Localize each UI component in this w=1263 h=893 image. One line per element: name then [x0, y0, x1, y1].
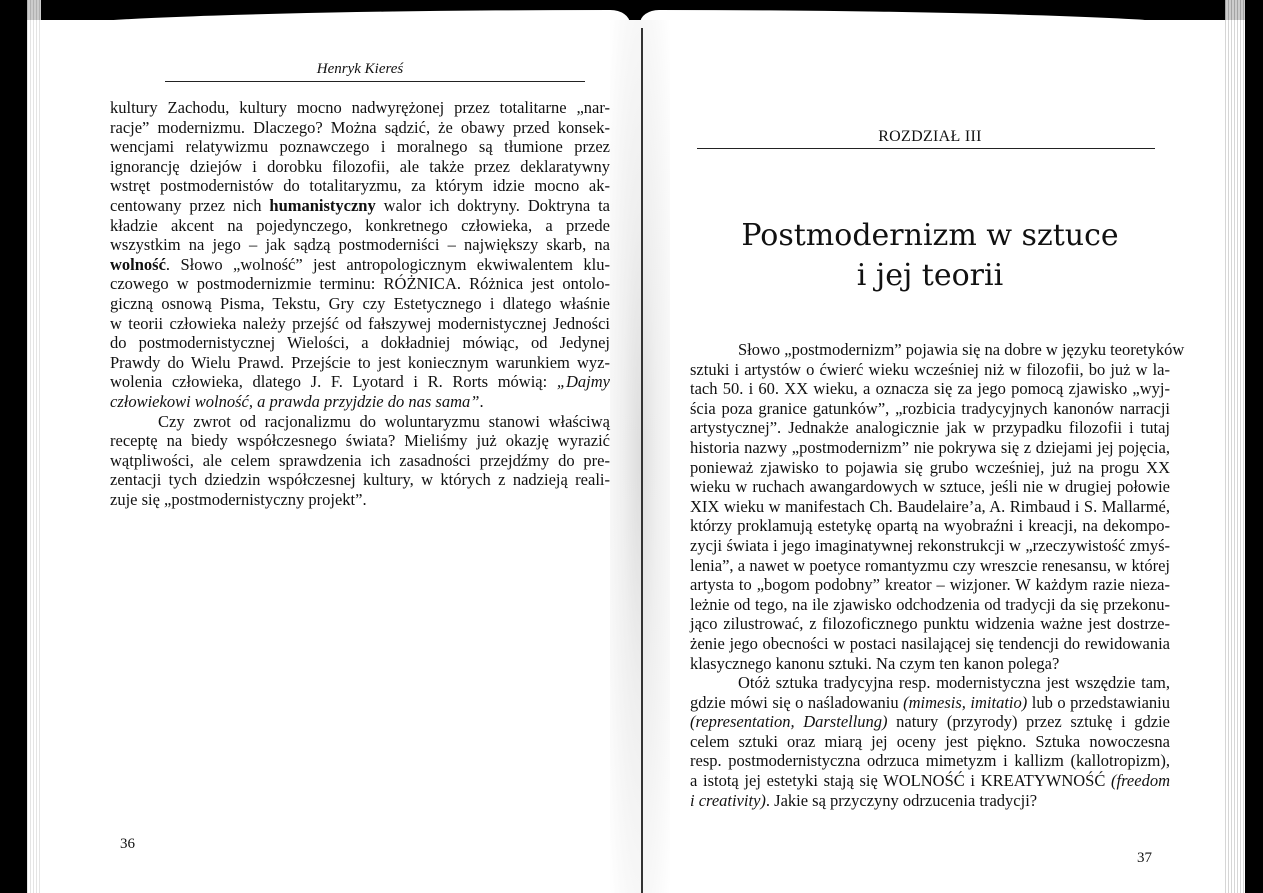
page-number-left: 36 [120, 836, 135, 852]
text-line: leżnie od tego, na ile zjawisko odchodzenia od tradycji da się przekonu- [690, 594, 1170, 614]
text-line [110, 196, 610, 216]
text-line: wszystkim na jego – jak sądzą postmoderniści – największy skarb, na [110, 235, 610, 255]
chapter-label: ROZDZIAŁ III [878, 128, 982, 145]
text-line: racje” modernizmu. Dlaczego? Można sądzić, że obawy przed konsek- [110, 117, 610, 137]
text-run: gdzie mówi się o naśladowaniu [690, 692, 904, 712]
text-line: celem sztuki oraz miarą jej oceny jest piękno. Sztuka nowoczesna [690, 731, 1170, 751]
text-run: . Jakie są przyczyny odrzucenia tradycji? [765, 790, 1038, 810]
text-line: giczną osnową Pisma, Tekstu, Gry czy Estetycznego i dlatego właśnie [110, 293, 610, 313]
right-page [690, 100, 1185, 810]
running-head: Henryk Kiereś [316, 61, 404, 77]
text-line: wątpliwości, ale celem sprawdzenia ich zasadności przejdźmy do pre- [110, 450, 610, 470]
text-line: wencjami relatywizmu poznawczego i moralnego są tłumione przez [110, 137, 610, 157]
text-run: . Słowo „wolność” jest antropologicznym ekwiwalentem klu- [165, 254, 610, 274]
left-page [110, 60, 610, 509]
text-line: artysta to „bogom podobny” kreator – wizjoner. W każdym razie nieza- [690, 575, 1170, 595]
text-run: natury (przyrody) przez sztukę i gdzie [887, 712, 1170, 732]
text-line: artystycznej”. Jednakże analogicznie jak w przypadku filozofii i tutaj [690, 418, 1170, 438]
text-line: sztuki i artystów o ćwierć wieku wcześniej niż w filozofii, bo już w la- [690, 359, 1170, 379]
chapter-rule [697, 148, 1155, 149]
text-run: wolenia człowieka, dlatego J. F. Lyotard i R. Rorts mówią: [110, 372, 557, 392]
text-line: Otóż sztuka tradycyjna resp. modernistyczna jest wszędzie tam, [738, 673, 1170, 693]
italic-run: (representation, Darstellung) [690, 712, 888, 732]
text-line: XIX wieku w manifestach Ch. Baudelaire’a, A. Rimbaud i S. Mallarmé, [690, 496, 1170, 516]
text-line: czowego w postmodernizmie terminu: RÓŻNICA. Różnica jest ontolo- [110, 274, 610, 294]
text-line: historia nazwy „postmodernizm” nie pokrywa się z dziejami jej pojęcia, [690, 437, 1170, 457]
text-line: zuje się „postmodernistyczny projekt”. [110, 489, 367, 509]
running-head-rule [165, 81, 585, 82]
page-number-right: 37 [1137, 850, 1152, 866]
scan-left-edge [0, 0, 27, 893]
text-line: ponieważ zjawisko to pojawia się grubo wcześniej, już na progu XX [690, 457, 1170, 477]
text-line: ścia poza granice gatunków”, „rozbicia tradycyjnych kanonów narracji [690, 398, 1170, 418]
chapter-title-line-2: i jej teorii [856, 258, 1004, 293]
left-page-body [110, 98, 610, 509]
book-gutter-shadow [610, 20, 670, 893]
text-line [690, 712, 1170, 732]
text-line: wieku w ruchach awangardowych w sztuce, jeśli nie w drugiej połowie [690, 477, 1170, 497]
right-page-edge-shadow [1225, 0, 1245, 893]
right-page-body [690, 340, 1185, 810]
text-line: jąco zilustrować, z filozoficznego punktu widzenia ważne jest dostrze- [690, 614, 1170, 634]
text-line: w teorii człowieka należy przejść od fałszywej modernistycznej Jedności [110, 313, 610, 333]
text-line: żenie jego obecności w postaci nasilającej się tendencji do rewidowania [690, 633, 1170, 653]
italic-run: „Dajmy [556, 372, 610, 392]
text-run: a istotą jej estetyki stają się WOLNOŚĆ i KREATYWNOŚĆ [690, 771, 1112, 791]
text-line: Prawdy do Wielu Prawd. Przejście to jest koniecznym warunkiem wyz- [110, 352, 610, 372]
italic-run: człowiekowi wolność, a prawda przyjdzie do nas sama” [110, 391, 480, 411]
text-line: receptę na biedy współczesnego świata? Mieliśmy już okazję wyrazić [110, 431, 610, 451]
bold-term: wolność [110, 254, 166, 274]
text-line [110, 392, 610, 412]
chapter-title [690, 216, 1170, 296]
text-line [690, 791, 1170, 811]
text-run: . [479, 391, 484, 411]
chapter-title-line-1: Postmodernizm w sztuce [741, 218, 1119, 253]
text-line: tach 50. i 60. XX wieku, a oznacza się za jego pomocą zjawisko „wyj- [690, 379, 1170, 399]
text-line: kultury Zachodu, kultury mocno nadwyrężonej przez totalitarne „nar- [110, 98, 610, 117]
text-line: kładzie akcent na pojedynczego, konkretnego człowieka, a przede [110, 215, 610, 235]
text-line: lenia”, a nawet w poetyce romantyzmu czy wreszcie renesansu, w której [690, 555, 1170, 575]
text-line: zycji świata i jego imaginatywnej rekonstrukcji w „rzeczywistość zmyś- [690, 535, 1170, 555]
text-line: ignorancję dziejów i dorobku filozofii, ale także przez deklaratywny [110, 156, 610, 176]
text-line: którzy proklamują estetykę opartą na wyobraźni i kreacji, na dekompo- [690, 516, 1170, 536]
text-line [690, 693, 1170, 713]
text-line: klasycznego kanonu sztuki. Na czym ten kanon polega? [690, 653, 1060, 673]
text-run: lub o przedstawianiu [1027, 692, 1170, 712]
text-line [690, 771, 1170, 791]
text-line: resp. postmodernistyczna odrzuca mimetyzm i kallizm (kallotropizm), [690, 751, 1170, 771]
italic-run: i creativity) [690, 790, 766, 810]
text-line: Czy zwrot od racjonalizmu do woluntaryzmu stanowi właściwą [158, 411, 610, 431]
text-line [110, 255, 610, 275]
italic-run: (mimesis, imitatio) [903, 692, 1028, 712]
book-spine-line [641, 28, 643, 893]
bold-term: humanistyczny [269, 195, 376, 215]
scan-right-edge [1245, 0, 1263, 893]
italic-run: (freedom [1111, 771, 1170, 791]
text-line: zentacji tych dziedzin współczesnej kultury, w których z nadzieją reali- [110, 470, 610, 490]
text-line: do postmodernistycznej Wielości, a dokładniej mówiąc, od Jedynej [110, 333, 610, 353]
text-run: centowany przez nich [110, 195, 270, 215]
text-line [110, 372, 610, 392]
text-run: walor ich doktryny. Doktryna ta [375, 195, 610, 215]
left-page-edge-shadow [27, 0, 41, 893]
text-line: wstręt postmodernistów do totalitaryzmu, za którym idzie mocno ak- [110, 176, 610, 196]
text-line: Słowo „postmodernizm” pojawia się na dobre w języku teoretyków [738, 340, 1185, 359]
